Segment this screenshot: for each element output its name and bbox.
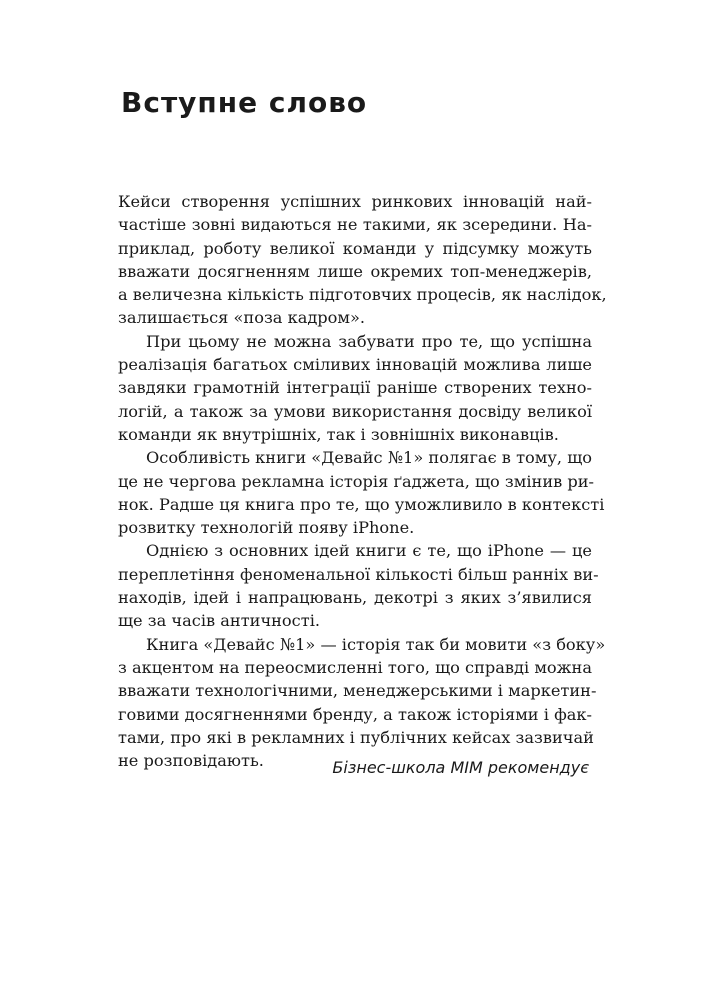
text-line: ще за часів античності. [118,611,321,631]
text-line: вважати технологічними, менеджерськими і маркетин- [118,681,597,701]
text-line: нок. Радше ця книга про те, що уможливило в контексті [118,494,605,514]
text-line: При цьому не можна забувати про те, що успішна [146,331,592,351]
text-line: розвитку технологій появу iPhone. [118,518,415,538]
text-line: реалізація багатьох сміливих інновацій можлива лише [118,355,592,375]
text-line: це не чергова рекламна історія ґаджета, що змінив ри- [118,471,594,491]
text-line: не розповідають. [118,751,264,771]
text-line: находів, ідей і напрацювань, декотрі з яких з’явилися [118,588,592,608]
paragraph [118,539,599,632]
paragraph [118,190,607,330]
text-line: завдяки грамотній інтеграції раніше створених техно- [118,378,592,398]
text-line: приклад, роботу великої команди у підсумку можуть [118,238,592,258]
text-line: тами, про які в рекламних і публічних кейсах зазвичай [118,727,594,747]
text-line: Книга «Девайс №1» — історія так би мовити «з боку» [146,634,606,654]
text-line: Однією з основних ідей книги є те, що iPhone — це [146,541,592,561]
text-line: Особливість книги «Девайс №1» полягає в тому, що [146,448,592,468]
text-line: Кейси створення успішних ринкових інновацій най- [118,192,592,211]
signature: Бізнес-школа МІМ рекомендує [332,758,589,777]
text-line: переплетіння феноменальної кількості більш ранніх ви- [118,564,599,584]
body-text [118,190,607,772]
paragraph [118,633,606,773]
text-line: логій, а також за умови використання досвіду великої [118,401,592,421]
chapter-title: Вступне слово [121,86,368,119]
text-line: команди як внутрішніх, так і зовнішніх виконавців. [118,424,559,444]
paragraph [118,330,592,446]
text-line: вважати досягненням лише окремих топ-менеджерів, [118,261,592,281]
paragraph [118,446,605,539]
text-line: а величезна кількість підготовчих процесів, як наслідок, [118,285,607,305]
text-line: залишається «поза кадром». [118,308,366,328]
text-line: з акцентом на переосмисленні того, що справді можна [118,657,592,677]
text-line: частіше зовні видаються не такими, як зсередини. На- [118,215,592,235]
text-line: говими досягненнями бренду, а також історіями і фак- [118,704,592,724]
